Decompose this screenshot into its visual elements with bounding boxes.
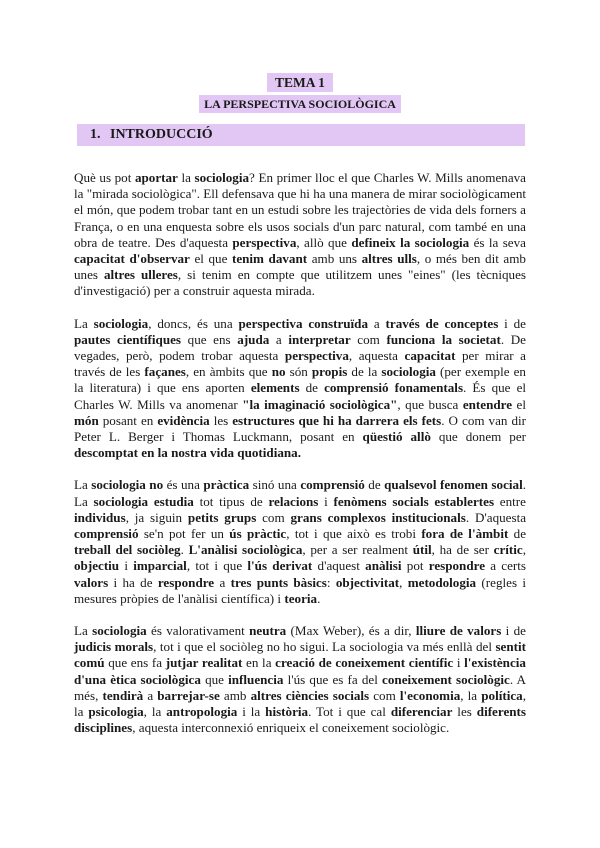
bold-term: grans complexos institucionals bbox=[290, 509, 466, 525]
text-run: i ha de bbox=[108, 574, 158, 590]
text-run: : bbox=[326, 574, 336, 590]
bold-term: crític bbox=[493, 542, 523, 558]
text-run: l'ús que es fa del bbox=[283, 671, 383, 687]
bold-term: altres ulleres bbox=[104, 267, 178, 283]
text-run: . És que el Charles W. Mills va anomenar bbox=[74, 380, 527, 412]
section-title: INTRODUCCIÓ bbox=[110, 127, 213, 142]
bold-term: ús pràctic bbox=[229, 526, 287, 542]
text-run: sinó una bbox=[249, 477, 301, 493]
text-run: de la bbox=[347, 364, 382, 380]
paragraph bbox=[74, 316, 526, 462]
text-run: . bbox=[317, 590, 321, 606]
text-run: a bbox=[368, 315, 386, 331]
text-run: La bbox=[74, 315, 94, 331]
text-run: a bbox=[214, 574, 231, 590]
bold-term: perspectiva bbox=[284, 348, 349, 364]
text-run: , tot i que bbox=[186, 558, 248, 574]
text-run: que donem per bbox=[430, 429, 526, 445]
title-block bbox=[0, 73, 600, 113]
bold-term: entendre bbox=[462, 396, 513, 412]
text-run: , per a ser realment bbox=[302, 542, 413, 558]
text-run: entre bbox=[494, 493, 526, 509]
text-run: el bbox=[512, 396, 526, 412]
bold-term: creació de coneixement científic bbox=[275, 655, 454, 671]
text-run: i bbox=[318, 493, 334, 509]
bold-term: tendirà bbox=[102, 687, 144, 703]
bold-term: objectiu bbox=[74, 558, 120, 574]
text-run: són bbox=[285, 364, 312, 380]
bold-term: imparcial bbox=[133, 558, 187, 574]
text-run: per mirar a través de les bbox=[74, 348, 526, 380]
bold-term: fora de l'àmbit bbox=[421, 526, 509, 542]
bold-term: judicis morals bbox=[74, 639, 154, 655]
bold-term: psicologia bbox=[88, 704, 144, 720]
text-run: de bbox=[364, 477, 385, 493]
bold-term: ajuda bbox=[237, 331, 270, 347]
text-run: i de bbox=[498, 315, 526, 331]
text-run: . A més, bbox=[74, 671, 527, 703]
text-run: posant en bbox=[98, 412, 158, 428]
bold-term: objectivitat bbox=[335, 574, 400, 590]
paragraph bbox=[74, 170, 526, 300]
bold-term: interpretar bbox=[288, 331, 351, 347]
text-run: i la bbox=[237, 704, 266, 720]
text-run: a certs bbox=[485, 558, 527, 574]
bold-term: tenim davant bbox=[231, 251, 308, 267]
bold-term: capacitat bbox=[404, 348, 456, 364]
bold-term: sentit comú bbox=[74, 639, 526, 671]
bold-term: sociologia estudia bbox=[93, 493, 194, 509]
bold-term: "la imaginació sociològica" bbox=[242, 396, 398, 412]
text-run: amb uns bbox=[307, 251, 362, 267]
bold-term: antropologia bbox=[166, 704, 238, 720]
bold-term: sociologia bbox=[194, 170, 250, 185]
text-run: se'n pot fer un bbox=[138, 526, 230, 542]
text-run: és valorativament bbox=[146, 623, 250, 639]
bold-term: defineix la sociologia bbox=[351, 234, 470, 250]
bold-term: descomptat en la nostra vida quotidiana. bbox=[74, 445, 301, 461]
bold-term: relacions bbox=[268, 493, 319, 509]
text-run: , bbox=[399, 574, 408, 590]
bold-term: no bbox=[271, 364, 286, 380]
text-run: , la bbox=[143, 704, 167, 720]
bold-term: jutjar realitat bbox=[165, 655, 243, 671]
bold-term: capacitat d'observar bbox=[74, 251, 190, 267]
topic-subtitle: LA PERSPECTIVA SOCIOLÒGICA bbox=[199, 95, 401, 113]
bold-term: política bbox=[481, 687, 523, 703]
text-run: (Max Weber), és a dir, bbox=[286, 623, 416, 639]
bold-term: funciona la societat bbox=[386, 331, 501, 347]
text-run: (regles i mesures pròpies de l'anàlisi científica) i bbox=[74, 574, 527, 606]
body-text bbox=[74, 170, 526, 753]
text-run: (per exemple en la literatura) i que ens aporten bbox=[74, 364, 526, 396]
bold-term: qüestió allò bbox=[362, 429, 431, 445]
text-run: . La bbox=[74, 477, 526, 509]
text-run: , que busca bbox=[397, 396, 463, 412]
bold-term: valors bbox=[74, 574, 109, 590]
text-run: La bbox=[74, 623, 93, 639]
text-run: , ha de ser bbox=[431, 542, 494, 558]
text-run: , la bbox=[74, 687, 526, 720]
bold-term: història bbox=[265, 704, 309, 720]
bold-term: sociologia bbox=[92, 623, 147, 639]
text-run: , allò que bbox=[296, 234, 352, 250]
paragraph bbox=[74, 477, 526, 607]
bold-term: comprensió bbox=[74, 526, 139, 542]
bold-term: individus bbox=[74, 509, 126, 525]
bold-term: façanes bbox=[144, 364, 186, 380]
text-run: . O com van dir Peter L. Berger i Thomas Luckmann, posant en bbox=[74, 412, 527, 445]
text-run: a bbox=[143, 687, 158, 703]
text-run: les bbox=[452, 704, 477, 720]
bold-term: aportar bbox=[134, 170, 178, 185]
text-run: i bbox=[453, 655, 465, 671]
bold-term: pràctica bbox=[203, 477, 250, 493]
bold-term: perspectiva construïda bbox=[238, 315, 369, 331]
text-run: com bbox=[256, 509, 291, 525]
bold-term: l'economia bbox=[399, 687, 461, 703]
text-run: amb bbox=[219, 687, 251, 703]
topic-number-heading: TEMA 1 bbox=[267, 73, 333, 92]
text-run: i bbox=[119, 558, 134, 574]
text-run: com bbox=[369, 687, 400, 703]
text-run: d'aquest bbox=[312, 558, 366, 574]
bold-term: altres ciències socials bbox=[250, 687, 370, 703]
text-run: tot tipus de bbox=[193, 493, 269, 509]
text-run: , ja siguin bbox=[125, 509, 188, 525]
bold-term: sociologia bbox=[381, 364, 436, 380]
text-run: , aquesta bbox=[348, 348, 405, 364]
bold-term: propis bbox=[311, 364, 348, 380]
section-number: 1. bbox=[90, 127, 101, 142]
paragraph bbox=[74, 623, 526, 736]
text-run: el que bbox=[189, 251, 232, 267]
text-run: de bbox=[508, 526, 527, 542]
text-run: , bbox=[522, 542, 527, 558]
text-run: , o més ben dit amb unes bbox=[74, 251, 526, 283]
text-run: . De vegades, però, podem trobar aquesta bbox=[74, 331, 526, 364]
text-run: i de bbox=[501, 623, 526, 639]
bold-term: comprensió bbox=[300, 477, 365, 493]
text-run: , tot i que el sociòleg no ho sigui. La sociologia va més enllà del bbox=[153, 639, 496, 655]
bold-term: influencia bbox=[228, 671, 284, 687]
bold-term: útil bbox=[412, 542, 432, 558]
text-run: pot bbox=[401, 558, 429, 574]
bold-term: l'existència d'una ètica sociològica bbox=[74, 655, 526, 687]
bold-term: l'ús derivat bbox=[247, 558, 313, 574]
text-run: a bbox=[269, 331, 289, 347]
bold-term: evidència bbox=[157, 412, 210, 428]
text-run: , tot i que això es trobi bbox=[286, 526, 422, 542]
bold-term: petits grups bbox=[187, 509, 257, 525]
text-run: , la bbox=[460, 687, 482, 703]
bold-term: sociologia bbox=[93, 315, 149, 331]
bold-term: respondre bbox=[428, 558, 486, 574]
text-run: les bbox=[209, 412, 233, 428]
bold-term: través de conceptes bbox=[385, 315, 499, 331]
bold-term: metodologia bbox=[407, 574, 477, 590]
bold-term: lliure de valors bbox=[415, 623, 502, 639]
text-run: . D'aquesta bbox=[465, 509, 527, 525]
text-run: , doncs, és una bbox=[148, 315, 239, 331]
text-run: és la seva bbox=[469, 234, 526, 250]
bold-term: sociologia no bbox=[91, 477, 164, 493]
text-run: , aquesta interconnexió enriqueix el coneixement sociològic. bbox=[132, 720, 450, 736]
text-run: . bbox=[180, 542, 189, 558]
text-run: que ens fa bbox=[104, 655, 166, 671]
bold-term: comprensió fonamentals bbox=[324, 380, 464, 396]
text-run: , en àmbits que bbox=[185, 364, 272, 380]
bold-term: diferenciar bbox=[390, 704, 453, 720]
bold-term: perspectiva bbox=[232, 234, 297, 250]
bold-term: estructures que hi ha darrera els fets bbox=[232, 412, 442, 428]
text-run: en la bbox=[242, 655, 276, 671]
bold-term: treball del sociòleg bbox=[74, 542, 181, 558]
text-run: de bbox=[299, 380, 325, 396]
text-run: La bbox=[74, 477, 92, 493]
text-run: , si tenim en compte que utilitzem unes "eines" (les tècniques d'investigació) per a construir aquesta mirada. bbox=[74, 267, 526, 299]
bold-term: coneixement sociològic bbox=[382, 671, 510, 687]
text-run: la bbox=[177, 170, 195, 185]
text-run: ? En primer lloc el que Charles W. Mills anomenava la "mirada sociològica". Ell defensava que hi ha una manera de mirar sociològicament el món, que podem trobar tant en un estudi sobre les trajectòries de vida dels forners a França, o en una enquesta sobre els usos socials d'un parc natural, com també en una obra de teatre. Des d'aquesta bbox=[74, 170, 526, 250]
bold-term: pautes científiques bbox=[74, 331, 182, 347]
bold-term: respondre bbox=[157, 574, 215, 590]
text-run: Què us pot bbox=[74, 170, 135, 185]
bold-term: fenòmens socials establertes bbox=[333, 493, 495, 509]
bold-term: barrejar-se bbox=[157, 687, 220, 703]
bold-term: teoria bbox=[284, 590, 318, 606]
text-run: que bbox=[200, 671, 229, 687]
text-run: és una bbox=[163, 477, 204, 493]
text-run: que ens bbox=[181, 331, 238, 347]
bold-term: diferents disciplines bbox=[74, 704, 526, 736]
bold-term: altres ulls bbox=[361, 251, 417, 267]
text-run: com bbox=[350, 331, 387, 347]
bold-term: tres punts bàsics bbox=[230, 574, 327, 590]
section-heading bbox=[77, 124, 525, 146]
bold-term: anàlisi bbox=[365, 558, 402, 574]
bold-term: neutra bbox=[249, 623, 287, 639]
text-run: . Tot i que cal bbox=[308, 704, 391, 720]
bold-term: qualsevol fenomen social bbox=[384, 477, 523, 493]
bold-term: elements bbox=[250, 380, 300, 396]
bold-term: L'anàlisi sociològica bbox=[188, 542, 303, 558]
bold-term: món bbox=[74, 412, 99, 428]
